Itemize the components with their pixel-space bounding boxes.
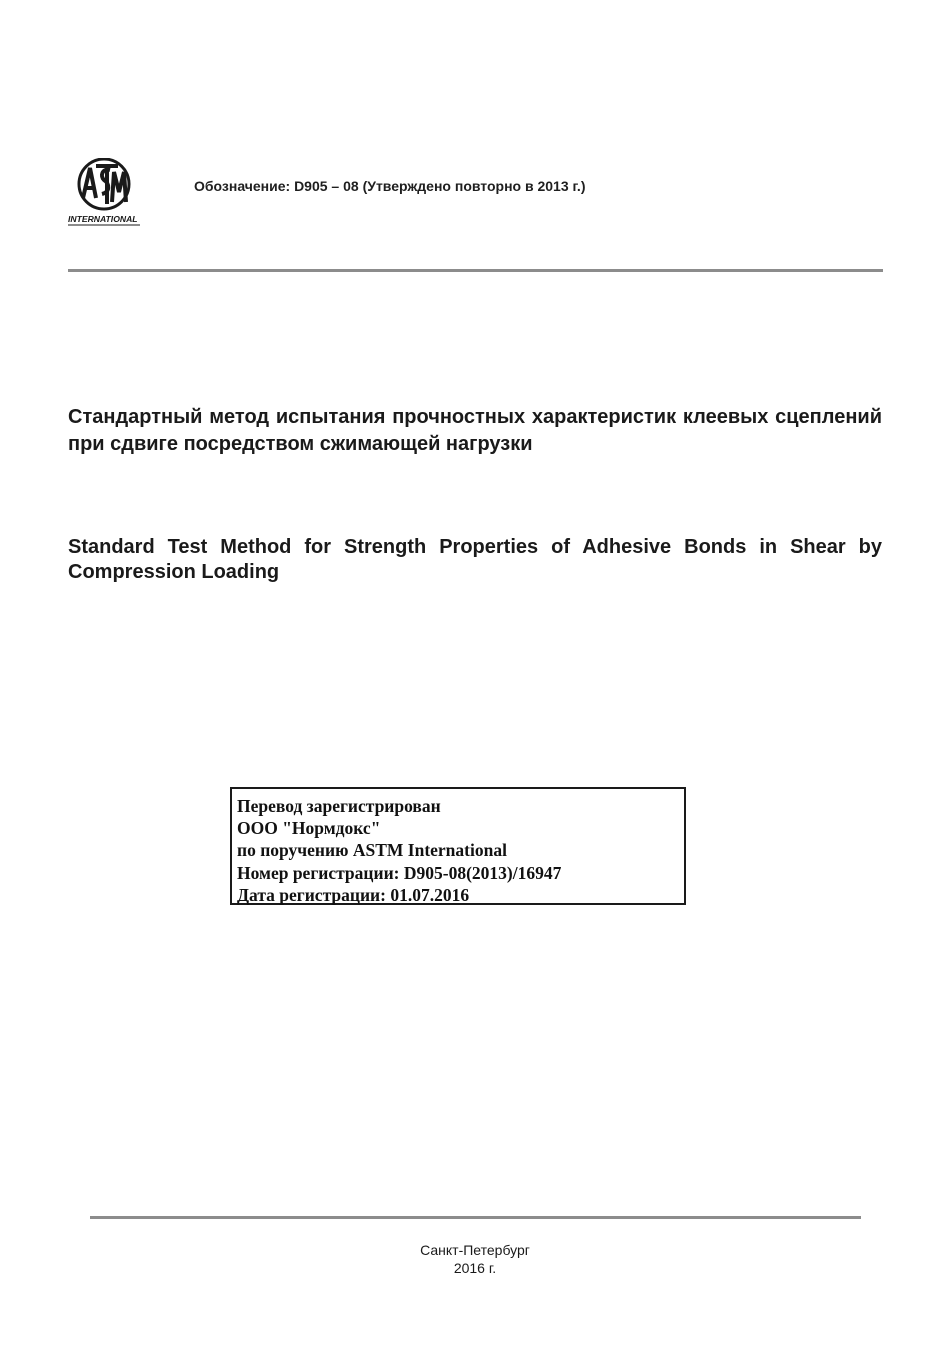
- header-divider: [68, 269, 883, 272]
- registration-line: Номер регистрации: D905-08(2013)/16947: [237, 862, 562, 883]
- astm-logo: [66, 158, 144, 228]
- svg-text:INTERNATIONAL: INTERNATIONAL: [68, 214, 138, 224]
- footer: [0, 1241, 950, 1277]
- footer-divider: [90, 1216, 861, 1219]
- registration-line: Дата регистрации: 01.07.2016: [237, 884, 470, 905]
- title-russian: Стандартный метод испытания прочностных характеристик клеевых сцеплений при сдвиге посредством сжимающей нагрузки: [68, 406, 882, 455]
- title-english: Standard Test Method for Strength Properties of Adhesive Bonds in Shear by Compression Loading: [68, 536, 882, 583]
- registration-line: ООО "Нормдокс": [237, 818, 381, 839]
- registration-line: Перевод зарегистрирован: [237, 796, 441, 816]
- astm-logo-icon: [66, 158, 144, 228]
- footer-year: 2016 г.: [453, 1260, 497, 1276]
- registration-box: [230, 787, 686, 905]
- footer-city: Санкт-Петербург: [420, 1242, 530, 1258]
- designation-line: Обозначение: D905 – 08 (Утверждено повторно в 2013 г.): [194, 178, 586, 194]
- registration-line: по поручению ASTM International: [237, 840, 507, 861]
